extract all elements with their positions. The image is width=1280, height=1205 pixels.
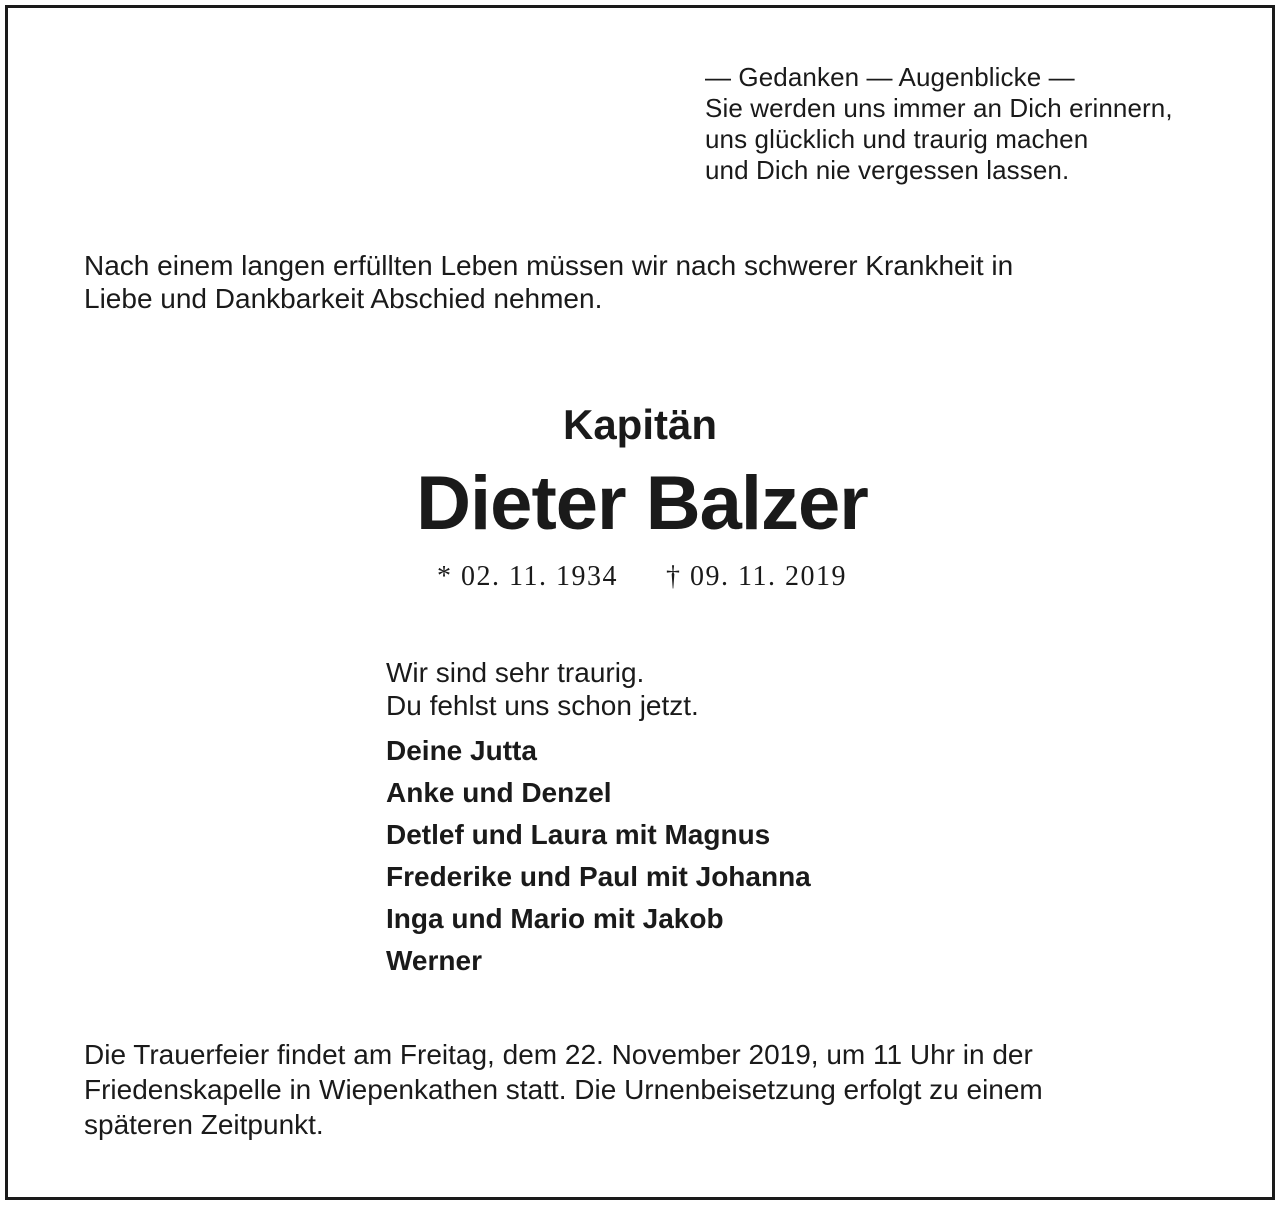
poem-line: — Gedanken — Augenblicke — [705, 62, 1075, 92]
death-date: † 09. 11. 2019 [666, 561, 847, 592]
poem-line: und Dich nie vergessen lassen. [705, 155, 1070, 185]
deceased-name: Dieter Balzer [416, 461, 868, 546]
mourner-entry: Werner [386, 945, 482, 976]
intro-text [84, 249, 1013, 315]
mourner-entry: Frederike und Paul mit Johanna [386, 861, 811, 892]
grief-line: Wir sind sehr traurig. [386, 657, 645, 688]
deceased-rank: Kapitän [562, 401, 717, 448]
mourner-entry: Detlef und Laura mit Magnus [386, 819, 771, 850]
mourner-entry: Inga und Mario mit Jakob [386, 903, 724, 934]
poem-block [705, 62, 1173, 186]
mourners-list [386, 730, 811, 982]
life-dates [0, 560, 1280, 594]
grief-text [386, 656, 699, 722]
service-line: späteren Zeitpunkt. [84, 1109, 324, 1140]
intro-line: Nach einem langen erfüllten Leben müssen wir nach schwerer Krankheit in [84, 250, 1014, 281]
intro-line: Liebe und Dankbarkeit Abschied nehmen. [84, 283, 603, 314]
mourner-entry: Deine Jutta [386, 735, 537, 766]
mourner-entry: Anke und Denzel [386, 777, 612, 808]
service-line: Friedenskapelle in Wiepenkathen statt. Die Urnenbeisetzung erfolgt zu einem [84, 1074, 1043, 1105]
poem-line: uns glücklich und traurig machen [705, 124, 1089, 154]
service-line: Die Trauerfeier findet am Freitag, dem 22. November 2019, um 11 Uhr in der [84, 1039, 1033, 1070]
grief-line: Du fehlst uns schon jetzt. [386, 690, 699, 721]
service-info [84, 1037, 1043, 1142]
birth-date: * 02. 11. 1934 [437, 561, 618, 592]
poem-line: Sie werden uns immer an Dich erinnern, [705, 93, 1173, 123]
